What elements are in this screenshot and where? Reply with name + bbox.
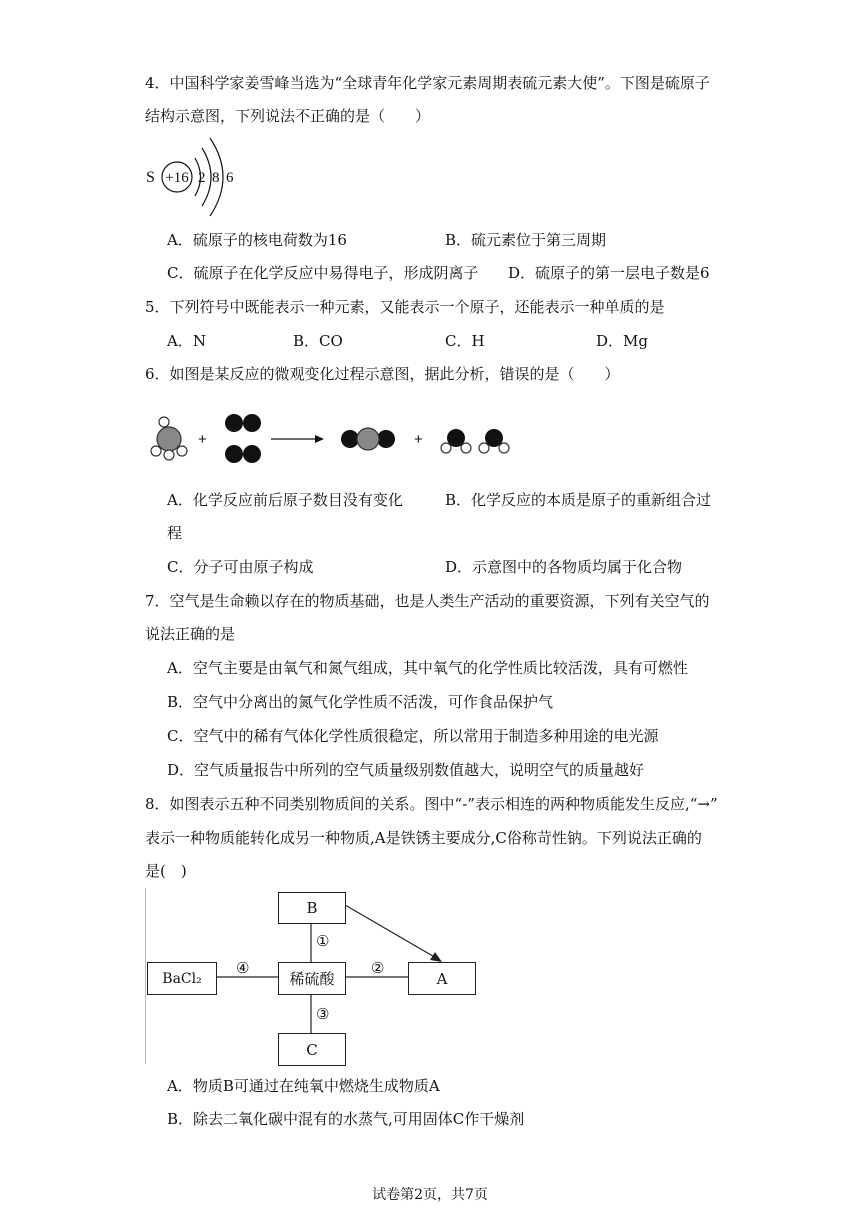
q8-stem-line2: 表示一种物质能转化成另一种物质,A是铁锈主要成分,C俗称苛性钠。下列说法正确的 <box>145 829 702 847</box>
q5-option-c: C．H <box>445 332 485 350</box>
shell-electrons-3: 6 <box>226 170 234 186</box>
label-1: ① <box>316 932 330 950</box>
q6-option-a: A．化学反应前后原子数目没有变化 <box>167 491 403 509</box>
q5-stem: 5．下列符号中既能表示一种元素，又能表示一个原子，还能表示一种单质的是 <box>145 298 665 316</box>
q8-diagram <box>140 888 490 1068</box>
label-3: ③ <box>316 1005 330 1023</box>
q5-option-b: B．CO <box>293 332 343 350</box>
q4-stem-line1: 4．中国科学家姜雪峰当选为“全球青年化学家元素周期表硫元素大使”。下图是硫原子 <box>145 74 710 92</box>
q6-option-c: C．分子可由原子构成 <box>167 558 314 576</box>
q8-stem-line1: 8．如图表示五种不同类别物质间的关系。图中“-”表示相连的两种物质能发生反应,“→” <box>145 795 718 813</box>
label-4: ④ <box>236 959 250 977</box>
box-a: A <box>408 962 476 995</box>
reaction-diagram <box>140 408 530 472</box>
box-c: C <box>278 1033 346 1066</box>
q8-option-b: B．除去二氧化碳中混有的水蒸气,可用固体C作干燥剂 <box>167 1110 525 1128</box>
label-2: ② <box>371 959 385 977</box>
atom-symbol: S <box>146 169 155 186</box>
q7-stem-line2: 说法正确的是 <box>145 625 236 643</box>
q7-option-c: C．空气中的稀有气体化学性质很稳定，所以常用于制造多种用途的电光源 <box>167 727 659 745</box>
sulfur-atom-diagram <box>140 130 250 222</box>
molecule-product-1 <box>341 428 395 450</box>
q7-option-a: A．空气主要是由氧气和氮气组成，其中氧气的化学性质比较活泼，具有可燃性 <box>167 659 688 677</box>
box-dilute-sulfuric-acid: 稀硫酸 <box>278 962 346 995</box>
q4-option-d: D．硫原子的第一层电子数是6 <box>508 264 710 282</box>
nucleus-charge: +16 <box>165 170 189 186</box>
q4-option-b: B．硫元素位于第三周期 <box>445 231 607 249</box>
q6-option-b-line2: 程 <box>167 524 183 542</box>
q8-option-a: A．物质B可通过在纯氧中燃烧生成物质A <box>167 1077 440 1095</box>
q7-option-d: D．空气质量报告中所列的空气质量级别数值越大，说明空气的质量越好 <box>167 761 645 779</box>
q6-option-b-line1: B．化学反应的本质是原子的重新组合过 <box>445 491 712 509</box>
box-bacl2: BaCl₂ <box>147 962 217 995</box>
q7-stem-line1: 7．空气是生命赖以存在的物质基础，也是人类生产活动的重要资源，下列有关空气的 <box>145 592 710 610</box>
plus-sign-2: + <box>414 431 423 448</box>
plus-sign-1: + <box>198 431 207 448</box>
molecule-reactant-2 <box>225 414 261 463</box>
q5-option-d: D．Mg <box>596 332 648 350</box>
q6-option-d: D．示意图中的各物质均属于化合物 <box>445 558 683 576</box>
reaction-arrow <box>271 435 324 443</box>
page-footer: 试卷第2页，共7页 <box>372 1187 488 1203</box>
q4-option-a: A．硫原子的核电荷数为16 <box>167 231 347 249</box>
q6-stem: 6．如图是某反应的微观变化过程示意图，据此分析，错误的是（ ） <box>145 365 620 383</box>
q4-stem-line2: 结构示意图，下列说法不正确的是（ ） <box>145 107 431 125</box>
q5-option-a: A．N <box>167 332 206 350</box>
q7-option-b: B．空气中分离出的氮气化学性质不活泼，可作食品保护气 <box>167 693 554 711</box>
molecule-reactant-1 <box>151 417 187 460</box>
molecule-product-2 <box>441 429 509 453</box>
box-b: B <box>278 892 346 924</box>
q4-option-c: C．硫原子在化学反应中易得电子，形成阴离子 <box>167 264 479 282</box>
shell-electrons-2: 8 <box>212 170 220 186</box>
q8-stem-line3: 是( ) <box>145 862 187 880</box>
shell-electrons-1: 2 <box>198 170 206 186</box>
